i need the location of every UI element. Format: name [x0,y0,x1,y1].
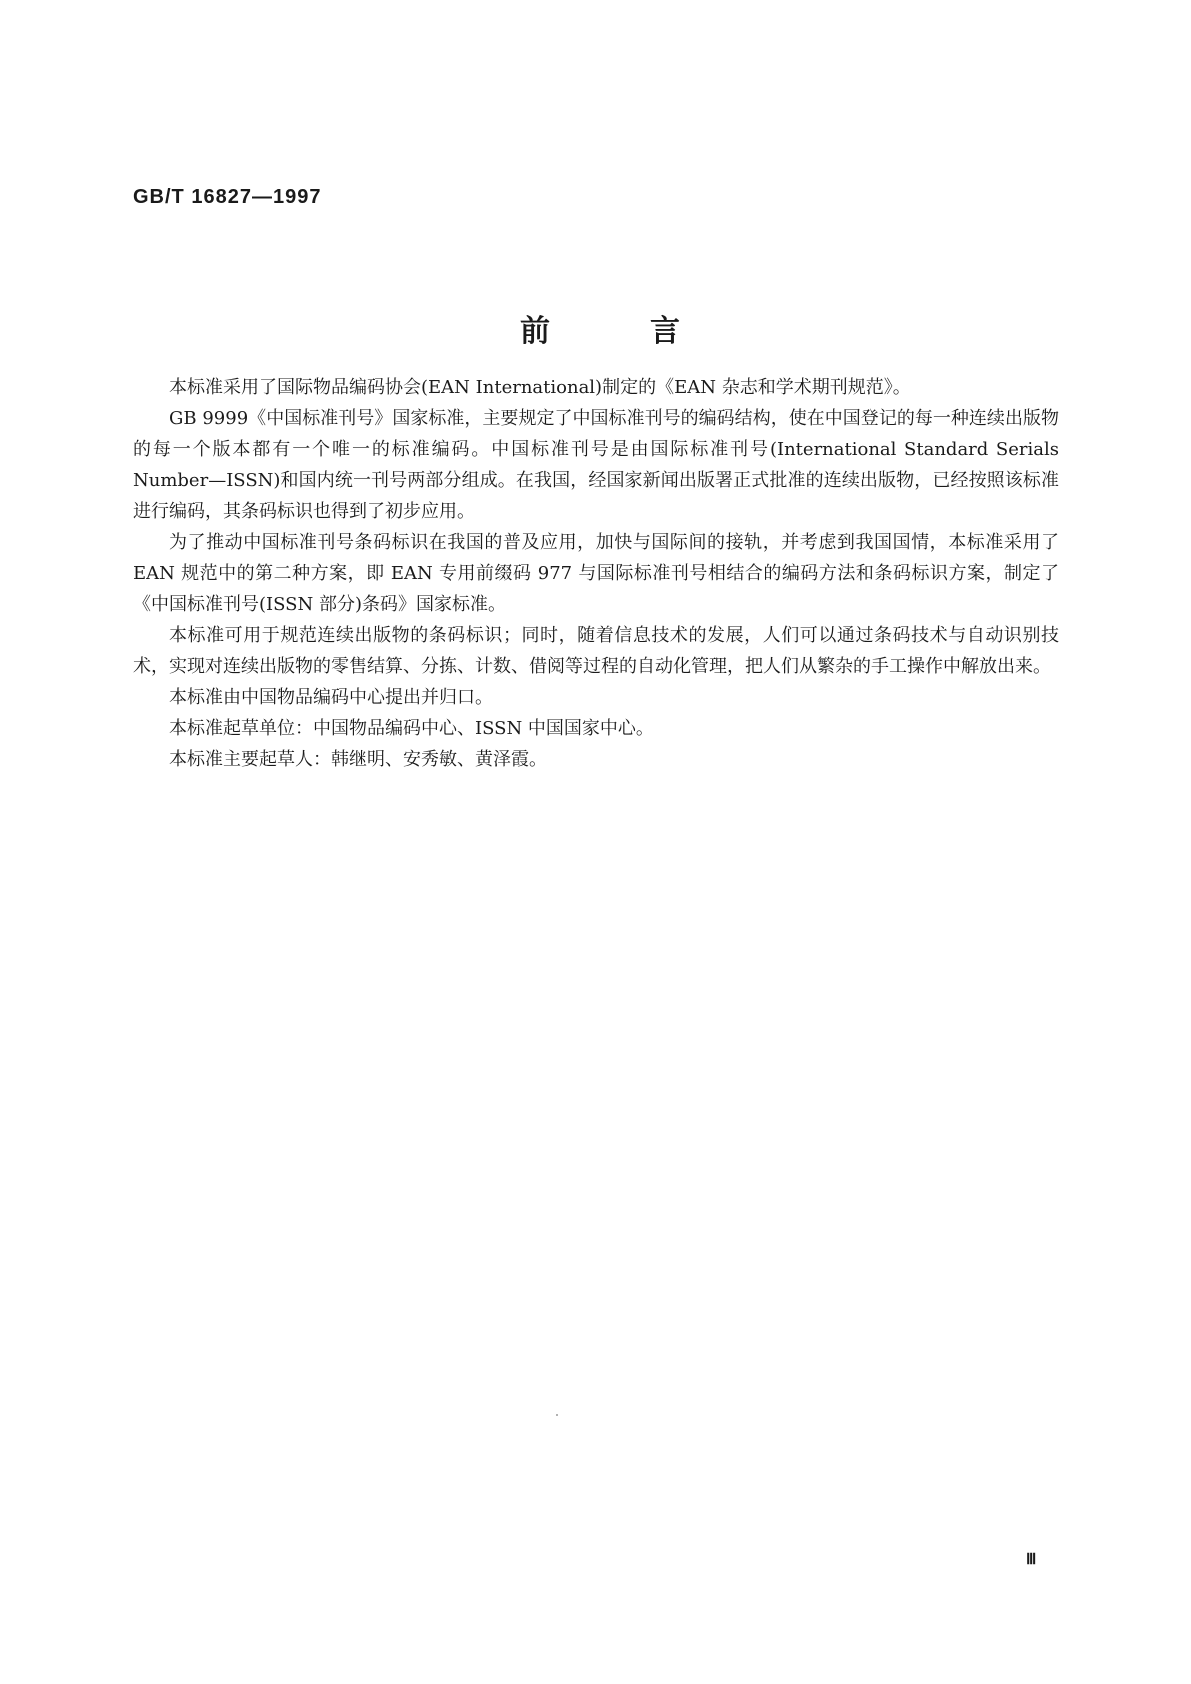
foreword-body [133,372,1059,775]
standard-number: GB/T 16827—1997 [133,186,322,208]
paragraph: 本标准可用于规范连续出版物的条码标识；同时，随着信息技术的发展，人们可以通过条码技术与自动识别技术，实现对连续出版物的零售结算、分拣、计数、借阅等过程的自动化管理，把人们从繁杂的手工操作中解放出来。 [133,625,1059,677]
paragraph: 为了推动中国标准刊号条码标识在我国的普及应用，加快与国际间的接轨，并考虑到我国国情，本标准采用了 EAN 规范中的第二种方案，即 EAN 专用前缀码 977 与国际标准刊号相结合的编码方法和条码标识方案，制定了《中国标准刊号(ISSN 部分)条码》国家标准。 [133,532,1059,615]
paragraph: 本标准采用了国际物品编码协会(EAN International)制定的《EAN 杂志和学术期刊规范》。 [169,377,911,398]
page-number: Ⅲ [1026,1552,1037,1568]
paragraph: 本标准起草单位：中国物品编码中心、ISSN 中国国家中心。 [169,718,654,739]
scan-speck [556,1414,558,1416]
paragraph: 本标准由中国物品编码中心提出并归口。 [169,687,493,708]
section-title [520,306,680,350]
section-title-char: 言 [650,314,680,349]
section-title-char: 前 [520,314,550,349]
paragraph: 本标准主要起草人：韩继明、安秀敏、黄泽霞。 [169,749,547,770]
paragraph: GB 9999《中国标准刊号》国家标准，主要规定了中国标准刊号的编码结构，使在中国登记的每一种连续出版物的每一个版本都有一个唯一的标准编码。中国标准刊号是由国际标准刊号(International Standard Serials Number—ISSN)和国内统一刊号两部分组成。在我国，经国家新闻出版署正式批准的连续出版物，已经按照该标准进行编码，其条码标识也得到了初步应用。 [133,408,1059,522]
